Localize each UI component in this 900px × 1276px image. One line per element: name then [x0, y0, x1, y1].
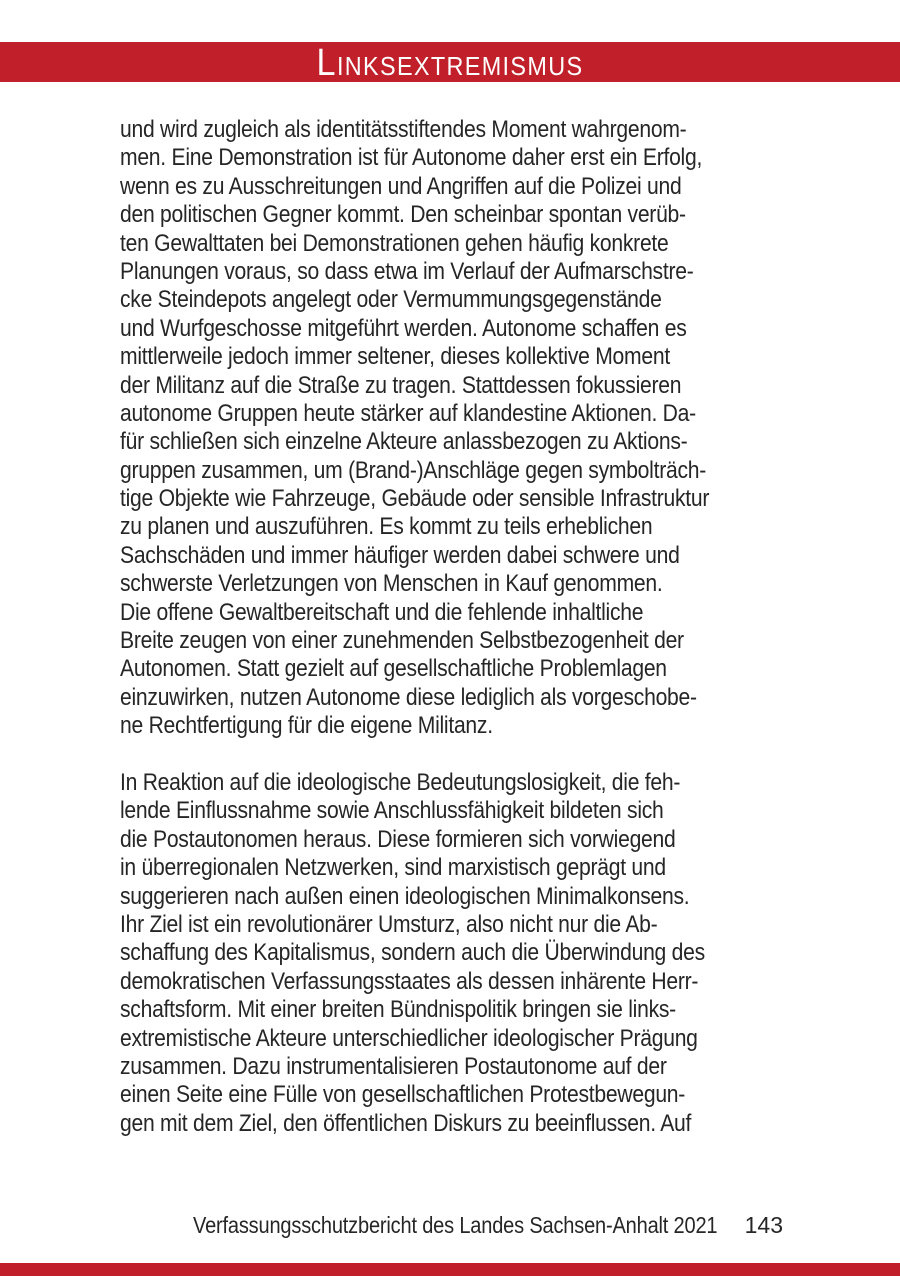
paragraph [120, 769, 709, 1138]
text-line: wenn es zu Ausschreitungen und Angriffen auf die Polizei und [120, 172, 682, 200]
section-header-bar [0, 42, 900, 82]
text-line: lende Einflussnahme sowie Anschlussfähigkeit bildeten sich [120, 797, 664, 825]
text-line: in überregionalen Netzwerken, sind marxistisch geprägt und [120, 854, 666, 882]
text-line: zusammen. Dazu instrumentalisieren Postautonome auf der [120, 1052, 667, 1080]
text-line: schwerste Verletzungen von Menschen in Kauf genommen. [120, 570, 663, 598]
paragraph [120, 116, 709, 741]
text-line: Breite zeugen von einer zunehmenden Selbstbezogenheit der [120, 627, 684, 655]
bottom-accent-bar [0, 1263, 900, 1276]
text-line: men. Eine Demonstration ist für Autonome daher erst ein Erfolg, [120, 144, 703, 172]
text-line: Sachschäden und immer häufiger werden dabei schwere und [120, 541, 680, 569]
text-line: schaffung des Kapitalismus, sondern auch die Überwindung des [120, 939, 705, 967]
text-line: einen Seite eine Fülle von gesellschaftlichen Protestbewegun- [120, 1081, 686, 1109]
text-line: autonome Gruppen heute stärker auf klandestine Aktionen. Da- [120, 399, 696, 427]
text-line: gruppen zusammen, um (Brand-)Anschläge gegen symbolträch- [120, 456, 706, 484]
text-line: ten Gewalttaten bei Demonstrationen gehen häufig konkrete [120, 229, 669, 257]
text-line: tige Objekte wie Fahrzeuge, Gebäude oder sensible Infrastruktur [120, 485, 710, 513]
text-line: cke Steindepots angelegt oder Vermummungsgegenstände [120, 286, 662, 314]
body-text [120, 116, 709, 1138]
text-line: zu planen und auszuführen. Es kommt zu teils erheblichen [120, 513, 653, 541]
page-number: 143 [744, 1212, 783, 1238]
text-line: und wird zugleich als identitätsstiftendes Moment wahrgenom- [120, 116, 687, 143]
section-title: LINKSEXTREMISMUS [316, 42, 584, 84]
text-line: den politischen Gegner kommt. Den scheinbar spontan verüb- [120, 201, 686, 229]
text-line: die Postautonomen heraus. Diese formieren sich vorwiegend [120, 825, 676, 853]
text-line: Die offene Gewaltbereitschaft und die fehlende inhaltliche [120, 598, 644, 626]
footer-report-title: Verfassungsschutzbericht des Landes Sachsen-Anhalt 2021 [193, 1212, 718, 1238]
text-line: Ihr Ziel ist ein revolutionärer Umsturz, also nicht nur die Ab- [120, 910, 658, 938]
text-line: demokratischen Verfassungsstaates als dessen inhärente Herr- [120, 967, 699, 995]
text-line: suggerieren nach außen einen ideologischen Minimalkonsens. [120, 882, 690, 910]
text-line: In Reaktion auf die ideologische Bedeutungslosigkeit, die feh- [120, 768, 681, 796]
text-line: Autonomen. Statt gezielt auf gesellschaftliche Problemlagen [120, 655, 667, 683]
text-line: ne Rechtfertigung für die eigene Militanz. [120, 712, 493, 740]
text-line: einzuwirken, nutzen Autonome diese lediglich als vorgeschobe- [120, 683, 697, 711]
text-line: der Militanz auf die Straße zu tragen. Stattdessen fokussieren [120, 371, 682, 399]
text-line: extremistische Akteure unterschiedlicher ideologischer Prägung [120, 1024, 698, 1052]
text-line: mittlerweile jedoch immer seltener, dieses kollektive Moment [120, 343, 670, 371]
text-line: für schließen sich einzelne Akteure anlassbezogen zu Aktions- [120, 428, 688, 456]
text-line: und Wurfgeschosse mitgeführt werden. Autonome schaffen es [120, 314, 687, 342]
text-line: schaftsform. Mit einer breiten Bündnispolitik bringen sie links- [120, 996, 676, 1024]
text-line: Planungen voraus, so dass etwa im Verlauf der Aufmarschstre- [120, 257, 694, 285]
text-line: gen mit dem Ziel, den öffentlichen Diskurs zu beeinflussen. Auf [120, 1109, 692, 1137]
